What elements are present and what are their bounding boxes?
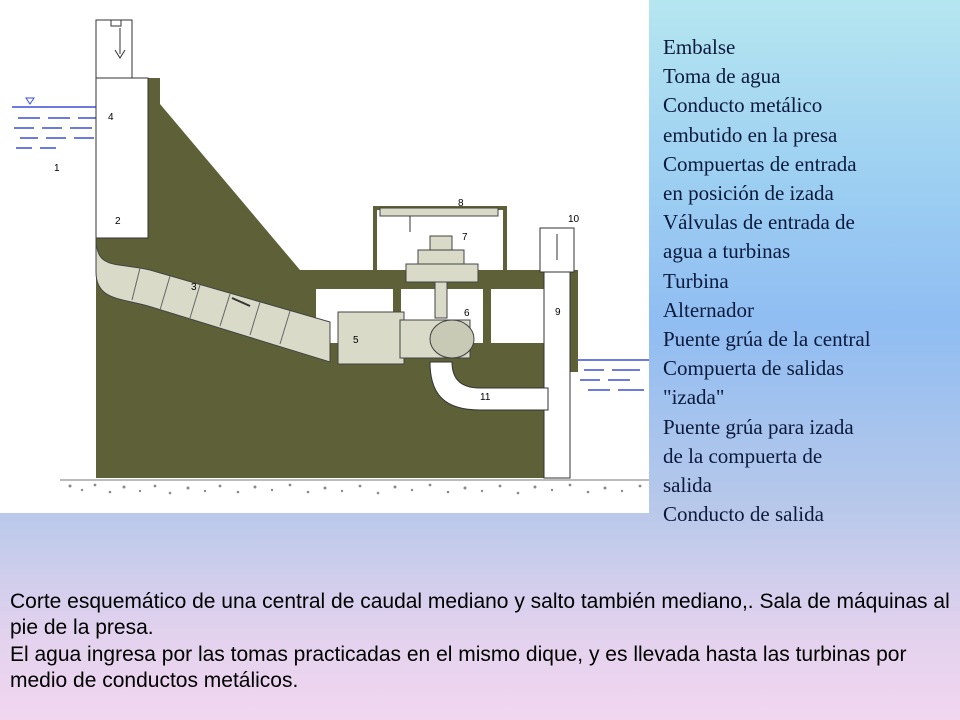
- intake-tower-top: [96, 20, 132, 80]
- legend-line: en posición de izada: [663, 181, 834, 206]
- reservoir-water-lines: [12, 107, 98, 148]
- legend-line: Puente grúa para izada: [663, 414, 854, 439]
- ground-gravel: [60, 478, 649, 500]
- legend-line: Conducto metálico: [663, 93, 823, 118]
- legend-line: Turbina: [663, 268, 729, 293]
- label-2: 2: [115, 216, 121, 227]
- legend-line: Embalse: [663, 35, 736, 59]
- label-11: 11: [480, 392, 491, 403]
- powerhouse-crane: [380, 208, 498, 216]
- legend-line: "izada": [663, 385, 725, 410]
- label-10: 10: [568, 214, 580, 225]
- legend-line: Toma de agua: [663, 64, 781, 89]
- label-6: 6: [464, 308, 470, 319]
- label-9: 9: [555, 307, 561, 318]
- outlet-gate-shaft: [544, 272, 570, 478]
- legend-line: salida: [663, 473, 712, 498]
- caption-paragraph-2: El agua ingresa por las tomas practicadas en el mismo dique, y es llevada hasta las turbinas por medio de conductos metálicos.: [10, 642, 907, 693]
- dam-diagram-svg: [0, 0, 649, 513]
- alternator: [430, 236, 452, 250]
- label-5: 5: [353, 335, 359, 346]
- label-4: 4: [108, 112, 114, 123]
- label-1: 1: [54, 163, 60, 174]
- label-7: 7: [462, 232, 468, 243]
- inlet-valve: [338, 312, 404, 364]
- legend-line: Compuertas de entrada: [663, 151, 857, 176]
- legend-line: Compuerta de salidas: [663, 356, 844, 381]
- dam-cross-section-diagram: [0, 0, 649, 513]
- caption-paragraph-1: Corte esquemático de una central de caudal mediano y salto también mediano,. Sala de máquinas al pie de la presa.: [10, 590, 950, 640]
- legend-line: Conducto de salida: [663, 502, 824, 527]
- tailwater-lines: [578, 360, 649, 390]
- legend-line: agua a turbinas: [663, 239, 791, 264]
- legend-line: embutido en la presa: [663, 122, 838, 147]
- intake-gate-shaft: [96, 78, 148, 238]
- legend-line: de la compuerta de: [663, 443, 823, 468]
- label-3: 3: [191, 282, 197, 293]
- water-level-marker-icon: [26, 98, 34, 104]
- legend-line: Válvulas de entrada de: [663, 210, 855, 235]
- legend-line: Alternador: [663, 297, 754, 322]
- component-legend: [663, 33, 953, 529]
- caption-text: [10, 589, 955, 695]
- legend-line: Puente grúa de la central: [663, 327, 871, 352]
- label-8: 8: [458, 198, 464, 209]
